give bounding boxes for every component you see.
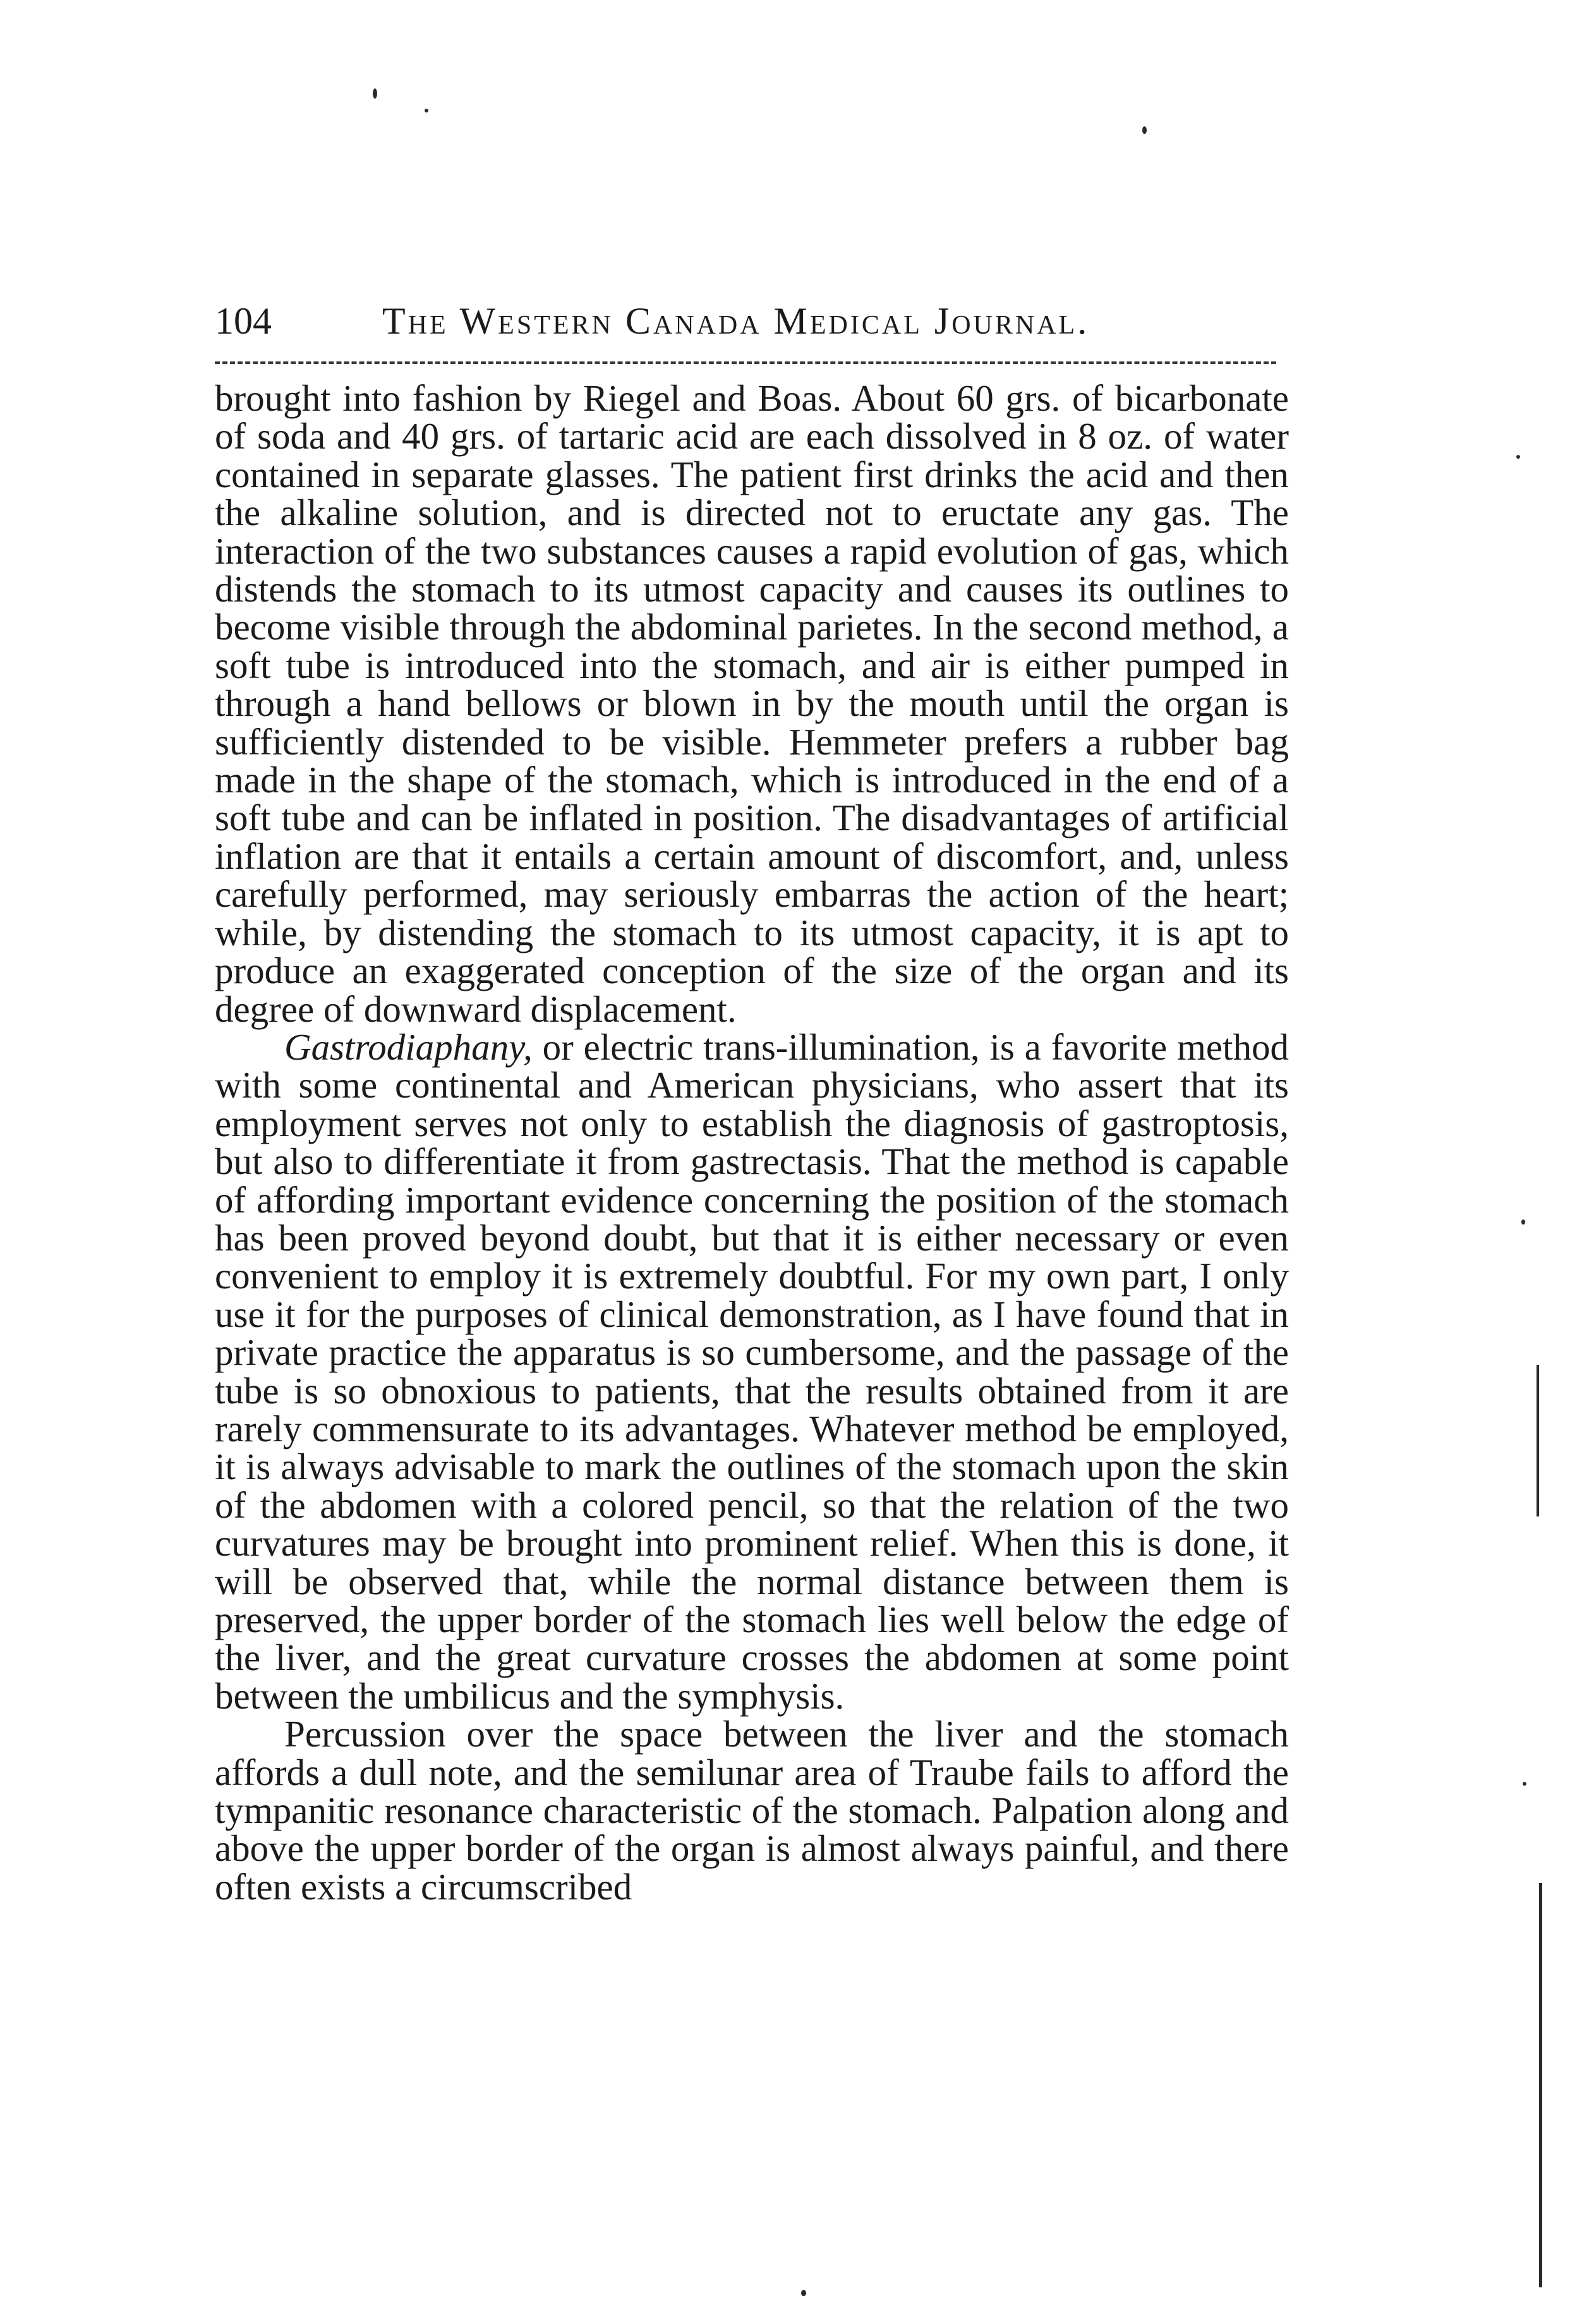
paragraph-2-term: Gastrodiaphany, [284,1026,533,1068]
paragraph-2 [215,1028,1289,1715]
scan-speck [425,109,428,112]
paragraph-1 [215,379,1289,1028]
running-title: The Western Canada Medical Journal. [382,300,1090,342]
scan-speck [801,2290,806,2296]
paragraph-3-text: Percussion over the space between the liver and the stomach affords a dull note, and the semilunar area of Traube fails to afford the tympanitic resonance characteristic of the stomach. Palpation along and above the upper border of the organ is almost always painful, and there often exists a circumscribed [215,1713,1289,1908]
scan-speck [1142,126,1147,134]
paragraph-3 [215,1715,1289,1906]
page-number: 104 [215,300,272,342]
scan-speck [1521,1219,1525,1225]
scan-speck [1523,1782,1526,1786]
body-text [215,379,1289,1906]
scan-edge-line [1539,1883,1542,2287]
scan-speck [1516,455,1520,459]
page-header [215,296,1314,346]
scan-speck [373,88,377,99]
header-rule [215,361,1276,364]
scan-edge-line [1537,1365,1539,1516]
paragraph-1-text: brought into fashion by Riegel and Boas. About 60 grs. of bicarbonate of soda and 40 grs. of tartaric acid are each dissolved in 8 oz. of water contained in separate glasses. The patient first drinks the acid and then the alkaline solution, and is directed not to eructate any gas. The interaction of the two substances causes a rapid evolution of gas, which distends the stomach to its utmost capacity and causes its outlines to become visible through the abdominal parietes. In the second method, a soft tube is introduced into the stomach, and air is either pumped in through a hand bellows or blown in by the mouth until the organ is sufficiently distended to be visible. Hemmeter prefers a rubber bag made in the shape of the stomach, which is introduced in the end of a soft tube and can be inflated in position. The disadvantages of artificial inflation are that it entails a certain amount of discomfort, and, unless carefully performed, may seriously embarras the action of the heart; while, by distending the stomach to its utmost capacity, it is apt to produce an exaggerated conception of the size of the organ and its degree of downward displacement. [215,377,1289,1030]
paragraph-2-text: or electric trans-illumination, is a favorite method with some continental and American physicians, who assert that its employment serves not only to establish the diagnosis of gastroptosis, but also to differentiate it from gastrectasis. That the method is capable of affording important evidence concerning the position of the stomach has been proved beyond doubt, but that it is either necessary or even convenient to employ it is extremely doubtful. For my own part, I only use it for the purposes of clinical demonstration, as I have found that in private practice the apparatus is so cumbersome, and the passage of the tube is so obnoxious to patients, that the results obtained from it are rarely commensurate to its advantages. Whatever method be employed, it is always advisable to mark the outlines of the stomach upon the skin of the abdomen with a colored pencil, so that the relation of the two curvatures may be brought into prominent relief. When this is done, it will be observed that, while the normal distance between them is preserved, the upper border of the stomach lies well below the edge of the liver, and the great curvature crosses the abdomen at some point between the umbilicus and the symphysis. [215,1026,1289,1717]
